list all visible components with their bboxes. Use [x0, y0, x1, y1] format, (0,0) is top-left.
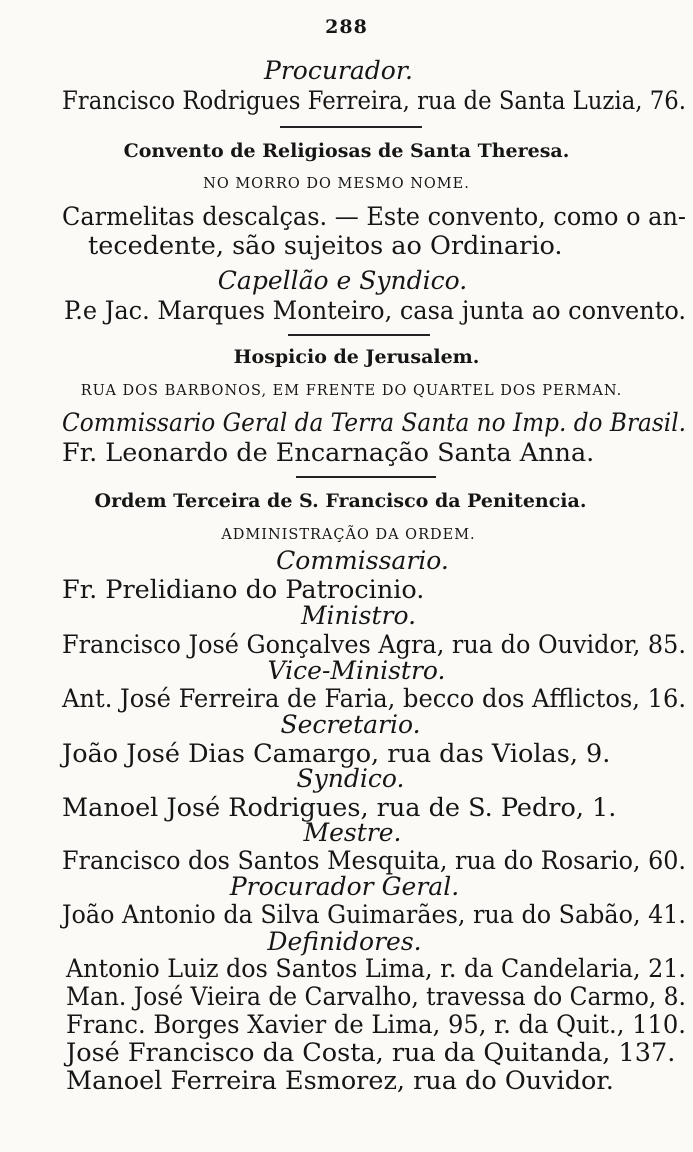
definidor-entry: Antonio Luiz dos Santos Lima, r. da Candelaria, 21. — [66, 954, 686, 984]
ordem-subheading: ADMINISTRAÇÃO DA ORDEM. — [221, 527, 476, 543]
definidor-entry: Manoel Ferreira Esmorez, rua do Ouvidor. — [66, 1066, 614, 1096]
procurador-title: Procurador. — [264, 56, 413, 85]
definidores-title: Definidores. — [267, 927, 422, 956]
capellao-entry: P.e Jac. Marques Monteiro, casa junta ao convento. — [64, 296, 686, 326]
secretario-title: Secretario. — [280, 710, 421, 739]
convento-text-line-1: Carmelitas descalças. — Este convento, como o an- — [62, 202, 686, 232]
ordem-heading: Ordem Terceira de S. Francisco da Penitencia. — [94, 490, 587, 512]
commissario-entry: Fr. Prelidiano do Patrocinio. — [62, 575, 425, 605]
capellao-title: Capellão e Syndico. — [217, 266, 468, 295]
commissario-geral-title: Commissario Geral da Terra Santa no Imp. do Brasil. — [62, 408, 686, 437]
section-divider — [296, 476, 436, 478]
convento-heading: Convento de Religiosas de Santa Theresa. — [123, 140, 570, 162]
procurador-entry: Francisco Rodrigues Ferreira, rua de Santa Luzia, 76. — [62, 86, 686, 116]
vice-ministro-title: Vice-Ministro. — [267, 656, 446, 685]
convento-text-line-2: tecedente, são sujeitos ao Ordinario. — [88, 231, 563, 261]
definidor-entry: Franc. Borges Xavier de Lima, 95, r. da Quit., 110. — [66, 1010, 686, 1040]
hospicio-subheading: RUA DOS BARBONOS, EM FRENTE DO QUARTEL DOS PERMAN. — [80, 383, 623, 399]
syndico-title: Syndico. — [296, 764, 405, 793]
ministro-title: Ministro. — [300, 601, 417, 630]
procurador-geral-title: Procurador Geral. — [229, 872, 460, 901]
leonardo-entry: Fr. Leonardo de Encarnação Santa Anna. — [62, 438, 595, 468]
vice-ministro-entry: Ant. José Ferreira de Faria, becco dos Afflictos, 16. — [62, 684, 686, 714]
convento-subheading: NO MORRO DO MESMO NOME. — [203, 176, 470, 192]
definidor-entry: Man. José Vieira de Carvalho, travessa do Carmo, 8. — [66, 982, 686, 1012]
syndico-entry: Manoel José Rodrigues, rua de S. Pedro, 1. — [62, 793, 617, 823]
mestre-entry: Francisco dos Santos Mesquita, rua do Rosario, 60. — [62, 846, 686, 876]
section-divider — [288, 334, 430, 336]
commissario-title: Commissario. — [276, 546, 449, 575]
secretario-entry: João José Dias Camargo, rua das Violas, 9. — [62, 739, 611, 769]
hospicio-heading: Hospicio de Jerusalem. — [233, 346, 480, 368]
ministro-entry: Francisco José Gonçalves Agra, rua do Ouvidor, 85. — [62, 630, 686, 660]
definidor-entry: José Francisco da Costa, rua da Quitanda, 137. — [66, 1038, 676, 1068]
procurador-geral-entry: João Antonio da Silva Guimarães, rua do Sabão, 41. — [62, 900, 686, 930]
mestre-title: Mestre. — [303, 818, 402, 847]
section-divider — [280, 126, 422, 128]
page-number: 288 — [325, 16, 368, 38]
